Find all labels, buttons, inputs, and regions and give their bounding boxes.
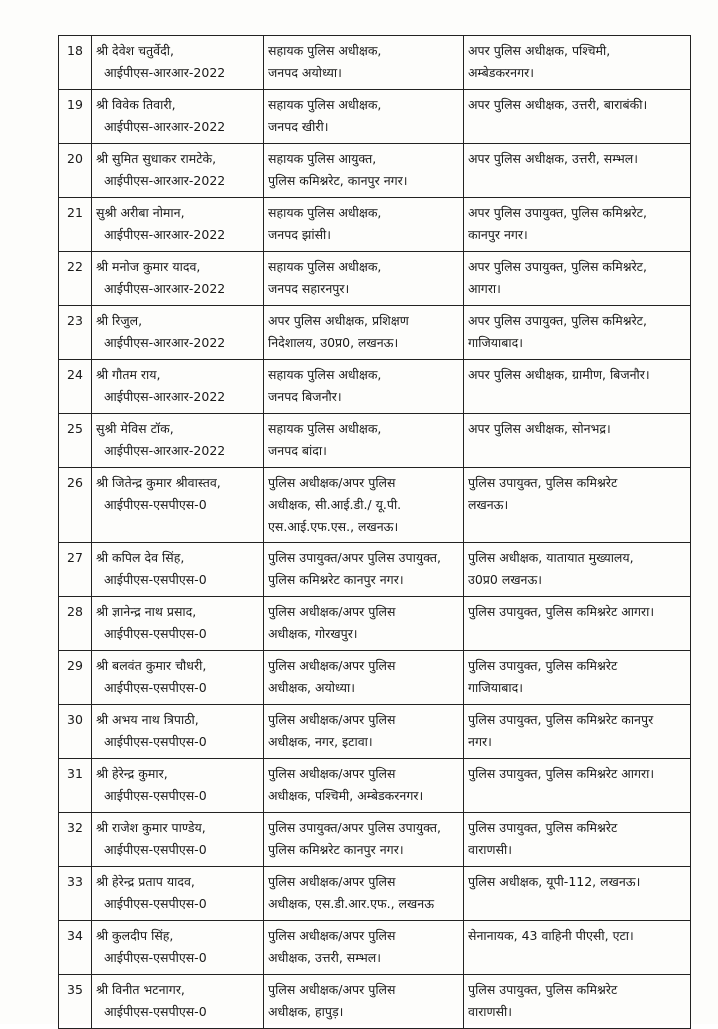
new-posting-line: अपर पुलिस अधीक्षक, ग्रामीण, बिजनौर। xyxy=(468,367,650,382)
officer-service: आईपीएस-एसपीएस-0 xyxy=(104,680,207,695)
officer-service: आईपीएस-एसपीएस-0 xyxy=(104,626,207,641)
current-posting-line: सहायक पुलिस अधीक्षक, xyxy=(268,259,382,274)
current-posting-cell xyxy=(264,306,464,360)
new-posting-line: वाराणसी। xyxy=(468,1004,513,1019)
table-row xyxy=(59,705,691,759)
current-posting-cell xyxy=(264,651,464,705)
officer-cell xyxy=(92,360,264,414)
officer-service: आईपीएस-आरआर-2022 xyxy=(104,65,226,80)
officer-cell xyxy=(92,921,264,975)
new-posting-line: गाजियाबाद। xyxy=(468,680,524,695)
current-posting-line: पुलिस कमिश्नरेट कानपुर नगर। xyxy=(268,842,404,857)
new-posting-line: पुलिस अधीक्षक, यूपी-112, लखनऊ। xyxy=(468,874,641,889)
officer-service: आईपीएस-एसपीएस-0 xyxy=(104,842,207,857)
current-posting-line: जनपद बिजनौर। xyxy=(268,389,342,404)
serial-number: 26 xyxy=(59,468,92,543)
current-posting-line: अधीक्षक, उत्तरी, सम्भल। xyxy=(268,950,381,965)
current-posting-line: सहायक पुलिस अधीक्षक, xyxy=(268,205,382,220)
new-posting-cell xyxy=(464,306,691,360)
officer-service: आईपीएस-एसपीएस-0 xyxy=(104,950,207,965)
new-posting-line: पुलिस उपायुक्त, पुलिस कमिश्नरेट xyxy=(468,982,618,997)
serial-number: 22 xyxy=(59,252,92,306)
current-posting-line: अधीक्षक, गोरखपुर। xyxy=(268,626,358,641)
officer-name: श्री हेरेन्द्र कुमार, xyxy=(96,766,168,781)
officer-cell xyxy=(92,468,264,543)
officer-service: आईपीएस-एसपीएस-0 xyxy=(104,788,207,803)
officer-name: श्री अभय नाथ त्रिपाठी, xyxy=(96,712,199,727)
current-posting-cell xyxy=(264,597,464,651)
table-row xyxy=(59,921,691,975)
table-row xyxy=(59,813,691,867)
current-posting-line: पुलिस अधीक्षक/अपर पुलिस xyxy=(268,712,396,727)
transfer-table-body xyxy=(59,36,691,1029)
current-posting-line: सहायक पुलिस अधीक्षक, xyxy=(268,421,382,436)
new-posting-line: अपर पुलिस अधीक्षक, उत्तरी, सम्भल। xyxy=(468,151,638,166)
current-posting-cell xyxy=(264,543,464,597)
officer-name: श्री गौतम राय, xyxy=(96,367,161,382)
new-posting-line: पुलिस अधीक्षक, यातायात मुख्यालय, xyxy=(468,550,634,565)
current-posting-line: पुलिस अधीक्षक/अपर पुलिस xyxy=(268,475,396,490)
current-posting-line: जनपद खीरी। xyxy=(268,119,329,134)
officer-cell xyxy=(92,705,264,759)
officer-service: आईपीएस-एसपीएस-0 xyxy=(104,497,207,512)
serial-number: 23 xyxy=(59,306,92,360)
officer-cell xyxy=(92,759,264,813)
table-row xyxy=(59,90,691,144)
table-row xyxy=(59,759,691,813)
current-posting-line: पुलिस उपायुक्त/अपर पुलिस उपायुक्त, xyxy=(268,550,441,565)
current-posting-cell xyxy=(264,759,464,813)
officer-cell xyxy=(92,306,264,360)
officer-service: आईपीएस-एसपीएस-0 xyxy=(104,572,207,587)
new-posting-cell xyxy=(464,198,691,252)
new-posting-cell xyxy=(464,705,691,759)
officer-name: श्री सुमित सुधाकर रामटेके, xyxy=(96,151,217,166)
serial-number: 19 xyxy=(59,90,92,144)
new-posting-cell xyxy=(464,759,691,813)
new-posting-cell xyxy=(464,813,691,867)
new-posting-line: पुलिस उपायुक्त, पुलिस कमिश्नरेट xyxy=(468,658,618,673)
officer-service: आईपीएस-आरआर-2022 xyxy=(104,389,226,404)
new-posting-line: अपर पुलिस अधीक्षक, पश्चिमी, xyxy=(468,43,611,58)
new-posting-cell xyxy=(464,651,691,705)
current-posting-line: अपर पुलिस अधीक्षक, प्रशिक्षण xyxy=(268,313,409,328)
officer-cell xyxy=(92,198,264,252)
officer-cell xyxy=(92,597,264,651)
table-row xyxy=(59,198,691,252)
current-posting-line: सहायक पुलिस आयुक्त, xyxy=(268,151,377,166)
new-posting-line: अपर पुलिस अधीक्षक, सोनभद्र। xyxy=(468,421,611,436)
officer-service: आईपीएस-आरआर-2022 xyxy=(104,281,226,296)
current-posting-line: पुलिस उपायुक्त/अपर पुलिस उपायुक्त, xyxy=(268,820,441,835)
current-posting-cell xyxy=(264,468,464,543)
current-posting-cell xyxy=(264,867,464,921)
current-posting-cell xyxy=(264,36,464,90)
officer-name: श्री मनोज कुमार यादव, xyxy=(96,259,201,274)
new-posting-cell xyxy=(464,468,691,543)
officer-service: आईपीएस-आरआर-2022 xyxy=(104,335,226,350)
new-posting-line: अपर पुलिस उपायुक्त, पुलिस कमिश्नरेट, xyxy=(468,205,647,220)
officer-name: श्री ज्ञानेन्द्र नाथ प्रसाद, xyxy=(96,604,197,619)
serial-number: 29 xyxy=(59,651,92,705)
current-posting-cell xyxy=(264,975,464,1029)
officer-cell xyxy=(92,144,264,198)
serial-number: 27 xyxy=(59,543,92,597)
serial-number: 31 xyxy=(59,759,92,813)
current-posting-cell xyxy=(264,705,464,759)
current-posting-line: पुलिस अधीक्षक/अपर पुलिस xyxy=(268,874,396,889)
serial-number: 24 xyxy=(59,360,92,414)
current-posting-line: जनपद सहारनपुर। xyxy=(268,281,350,296)
table-row xyxy=(59,543,691,597)
new-posting-line: पुलिस उपायुक्त, पुलिस कमिश्नरेट आगरा। xyxy=(468,604,655,619)
officer-cell xyxy=(92,90,264,144)
serial-number: 32 xyxy=(59,813,92,867)
officer-name: श्री जितेन्द्र कुमार श्रीवास्तव, xyxy=(96,475,221,490)
officer-name: श्री विवेक तिवारी, xyxy=(96,97,176,112)
current-posting-line: पुलिस कमिश्नरेट, कानपुर नगर। xyxy=(268,173,408,188)
new-posting-cell xyxy=(464,90,691,144)
current-posting-cell xyxy=(264,90,464,144)
new-posting-cell xyxy=(464,252,691,306)
serial-number: 35 xyxy=(59,975,92,1029)
new-posting-line: पुलिस उपायुक्त, पुलिस कमिश्नरेट xyxy=(468,820,618,835)
officer-cell xyxy=(92,651,264,705)
new-posting-line: पुलिस उपायुक्त, पुलिस कमिश्नरेट कानपुर xyxy=(468,712,654,727)
current-posting-line: निदेशालय, उ0प्र0, लखनऊ। xyxy=(268,335,399,350)
current-posting-line: जनपद बांदा। xyxy=(268,443,327,458)
current-posting-line: अधीक्षक, हापुड़। xyxy=(268,1004,344,1019)
new-posting-line: पुलिस उपायुक्त, पुलिस कमिश्नरेट xyxy=(468,475,618,490)
current-posting-line: पुलिस अधीक्षक/अपर पुलिस xyxy=(268,928,396,943)
new-posting-cell xyxy=(464,867,691,921)
table-row xyxy=(59,252,691,306)
officer-name: श्री कुलदीप सिंह, xyxy=(96,928,174,943)
officer-service: आईपीएस-एसपीएस-0 xyxy=(104,734,207,749)
serial-number: 25 xyxy=(59,414,92,468)
table-row xyxy=(59,360,691,414)
serial-number: 18 xyxy=(59,36,92,90)
new-posting-line: नगर। xyxy=(468,734,492,749)
current-posting-line: पुलिस अधीक्षक/अपर पुलिस xyxy=(268,766,396,781)
current-posting-line: एस.आई.एफ.एस., लखनऊ। xyxy=(268,519,399,534)
new-posting-line: गाजियाबाद। xyxy=(468,335,524,350)
officer-name: श्री देवेश चतुर्वेदी, xyxy=(96,43,174,58)
current-posting-cell xyxy=(264,813,464,867)
table-row xyxy=(59,597,691,651)
table-row xyxy=(59,36,691,90)
current-posting-line: जनपद अयोध्या। xyxy=(268,65,342,80)
officer-name: श्री कपिल देव सिंह, xyxy=(96,550,185,565)
table-row xyxy=(59,144,691,198)
new-posting-line: कानपुर नगर। xyxy=(468,227,528,242)
new-posting-line: अपर पुलिस उपायुक्त, पुलिस कमिश्नरेट, xyxy=(468,313,647,328)
officer-name: श्री विनीत भटनागर, xyxy=(96,982,185,997)
new-posting-cell xyxy=(464,144,691,198)
new-posting-line: पुलिस उपायुक्त, पुलिस कमिश्नरेट आगरा। xyxy=(468,766,655,781)
serial-number: 28 xyxy=(59,597,92,651)
table-row xyxy=(59,867,691,921)
current-posting-line: पुलिस अधीक्षक/अपर पुलिस xyxy=(268,604,396,619)
current-posting-cell xyxy=(264,921,464,975)
new-posting-line: वाराणसी। xyxy=(468,842,513,857)
officer-cell xyxy=(92,36,264,90)
serial-number: 20 xyxy=(59,144,92,198)
current-posting-line: पुलिस अधीक्षक/अपर पुलिस xyxy=(268,982,396,997)
officer-name: सुश्री मेविस टॉक, xyxy=(96,421,174,436)
officer-cell xyxy=(92,867,264,921)
current-posting-cell xyxy=(264,360,464,414)
new-posting-line: अपर पुलिस अधीक्षक, उत्तरी, बाराबंकी। xyxy=(468,97,648,112)
current-posting-line: अधीक्षक, पश्चिमी, अम्बेडकरनगर। xyxy=(268,788,424,803)
new-posting-line: सेनानायक, 43 वाहिनी पीएसी, एटा। xyxy=(468,928,634,943)
current-posting-cell xyxy=(264,198,464,252)
officer-service: आईपीएस-आरआर-2022 xyxy=(104,173,226,188)
table-row xyxy=(59,651,691,705)
new-posting-line: अम्बेडकरनगर। xyxy=(468,65,534,80)
serial-number: 33 xyxy=(59,867,92,921)
officer-cell xyxy=(92,813,264,867)
new-posting-cell xyxy=(464,975,691,1029)
officer-service: आईपीएस-एसपीएस-0 xyxy=(104,1004,207,1019)
new-posting-cell xyxy=(464,360,691,414)
serial-number: 34 xyxy=(59,921,92,975)
new-posting-line: अपर पुलिस उपायुक्त, पुलिस कमिश्नरेट, xyxy=(468,259,647,274)
officer-name: श्री हेरेन्द्र प्रताप यादव, xyxy=(96,874,195,889)
officer-service: आईपीएस-आरआर-2022 xyxy=(104,443,226,458)
officer-service: आईपीएस-आरआर-2022 xyxy=(104,227,226,242)
current-posting-line: अधीक्षक, सी.आई.डी./ यू.पी. xyxy=(268,497,402,512)
new-posting-line: उ0प्र0 लखनऊ। xyxy=(468,572,543,587)
new-posting-cell xyxy=(464,543,691,597)
table-row xyxy=(59,975,691,1029)
current-posting-cell xyxy=(264,144,464,198)
new-posting-cell xyxy=(464,597,691,651)
new-posting-line: लखनऊ। xyxy=(468,497,509,512)
new-posting-cell xyxy=(464,414,691,468)
table-row xyxy=(59,468,691,543)
officer-cell xyxy=(92,414,264,468)
current-posting-line: जनपद झांसी। xyxy=(268,227,332,242)
transfer-table xyxy=(58,35,691,1029)
new-posting-cell xyxy=(464,921,691,975)
table-row xyxy=(59,414,691,468)
current-posting-cell xyxy=(264,252,464,306)
new-posting-cell xyxy=(464,36,691,90)
serial-number: 21 xyxy=(59,198,92,252)
officer-name: श्री रिजुल, xyxy=(96,313,143,328)
current-posting-line: सहायक पुलिस अधीक्षक, xyxy=(268,367,382,382)
officer-service: आईपीएस-एसपीएस-0 xyxy=(104,896,207,911)
current-posting-line: पुलिस अधीक्षक/अपर पुलिस xyxy=(268,658,396,673)
current-posting-line: सहायक पुलिस अधीक्षक, xyxy=(268,43,382,58)
officer-name: श्री राजेश कुमार पाण्डेय, xyxy=(96,820,206,835)
current-posting-line: अधीक्षक, एस.डी.आर.एफ., लखनऊ xyxy=(268,896,435,911)
officer-cell xyxy=(92,252,264,306)
officer-service: आईपीएस-आरआर-2022 xyxy=(104,119,226,134)
current-posting-line: पुलिस कमिश्नरेट कानपुर नगर। xyxy=(268,572,404,587)
officer-cell xyxy=(92,543,264,597)
officer-name: श्री बलवंत कुमार चौधरी, xyxy=(96,658,207,673)
current-posting-line: सहायक पुलिस अधीक्षक, xyxy=(268,97,382,112)
table-row xyxy=(59,306,691,360)
current-posting-cell xyxy=(264,414,464,468)
officer-cell xyxy=(92,975,264,1029)
officer-name: सुश्री अरीबा नोमान, xyxy=(96,205,185,220)
current-posting-line: अधीक्षक, अयोध्या। xyxy=(268,680,355,695)
serial-number: 30 xyxy=(59,705,92,759)
new-posting-line: आगरा। xyxy=(468,281,501,296)
current-posting-line: अधीक्षक, नगर, इटावा। xyxy=(268,734,373,749)
